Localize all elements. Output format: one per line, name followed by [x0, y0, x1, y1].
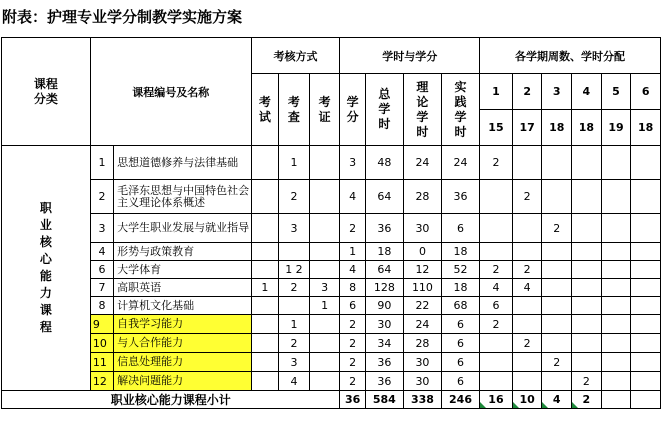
cell-sem5 [601, 146, 631, 180]
header-weeks-3: 18 [542, 110, 572, 146]
cell-sem5 [601, 315, 631, 334]
cell-sem1: 4 [480, 279, 513, 297]
course-number: 6 [90, 261, 113, 279]
cell-credit: 4 [340, 261, 365, 279]
course-number: 7 [90, 279, 113, 297]
cell-exam-kaozheng [309, 146, 340, 180]
cell-sem1 [480, 353, 513, 372]
header-course-name: 课程编号及名称 [90, 38, 251, 146]
cell-sem4: 2 [572, 372, 602, 391]
cell-practice-hours: 18 [441, 279, 479, 297]
cell-sem3: 2 [542, 214, 572, 243]
cell-total-hours: 30 [365, 315, 403, 334]
cell-sem2 [512, 372, 542, 391]
cell-sem4 [572, 214, 602, 243]
cell-exam-kaocha: 4 [279, 372, 310, 391]
cell-sem6 [631, 279, 661, 297]
cell-total-hours: 36 [365, 353, 403, 372]
header-weeks-4: 18 [572, 110, 602, 146]
cell-exam-kaoshi [251, 214, 279, 243]
cell-sem3 [542, 372, 572, 391]
cell-sem6 [631, 146, 661, 180]
cell-exam-kaocha [279, 243, 310, 261]
cell-sem2 [512, 315, 542, 334]
course-number: 10 [90, 334, 113, 353]
subtotal-s3: 4 [542, 391, 572, 409]
cell-theory-hours: 22 [403, 297, 441, 315]
header-semester-1: 1 [480, 74, 513, 110]
cell-exam-kaoshi [251, 297, 279, 315]
cell-practice-hours: 24 [441, 146, 479, 180]
course-name: 思想道德修养与法律基础 [114, 146, 252, 180]
cell-sem5 [601, 214, 631, 243]
course-number: 2 [90, 180, 113, 214]
table-row [2, 180, 661, 214]
cell-sem6 [631, 297, 661, 315]
cell-exam-kaocha: 2 [279, 279, 310, 297]
header-hours-credits: 学时与学分 [340, 38, 480, 74]
cell-exam-kaocha: 3 [279, 214, 310, 243]
course-number: 11 [90, 353, 113, 372]
cell-credit: 1 [340, 243, 365, 261]
cell-sem2: 2 [512, 261, 542, 279]
header-total-hours: 总学时 [365, 74, 403, 146]
cell-sem6 [631, 214, 661, 243]
table-row [2, 146, 661, 180]
cell-exam-kaoshi [251, 243, 279, 261]
cell-sem1 [480, 180, 513, 214]
cell-exam-kaocha: 3 [279, 353, 310, 372]
cell-exam-kaozheng [309, 372, 340, 391]
cell-sem5 [601, 334, 631, 353]
cell-practice-hours: 6 [441, 214, 479, 243]
header-exam-kaozheng: 考证 [309, 74, 340, 146]
cell-sem4 [572, 180, 602, 214]
cell-exam-kaozheng: 3 [309, 279, 340, 297]
cell-sem2: 2 [512, 334, 542, 353]
course-name: 计算机文化基础 [114, 297, 252, 315]
course-name: 形势与政策教育 [114, 243, 252, 261]
cell-sem2 [512, 353, 542, 372]
course-number: 9 [90, 315, 113, 334]
cell-sem6 [631, 353, 661, 372]
cell-credit: 6 [340, 297, 365, 315]
cell-sem6 [631, 334, 661, 353]
cell-exam-kaoshi [251, 315, 279, 334]
cell-sem4 [572, 279, 602, 297]
cell-sem4 [572, 146, 602, 180]
cell-sem5 [601, 261, 631, 279]
cell-exam-kaozheng [309, 261, 340, 279]
cell-total-hours: 64 [365, 261, 403, 279]
cell-exam-kaoshi [251, 353, 279, 372]
cell-theory-hours: 24 [403, 315, 441, 334]
table-row [2, 334, 661, 353]
cell-exam-kaozheng [309, 353, 340, 372]
cell-sem5 [601, 372, 631, 391]
course-number: 4 [90, 243, 113, 261]
cell-total-hours: 128 [365, 279, 403, 297]
header-exam-kaocha: 考查 [279, 74, 310, 146]
cell-sem2 [512, 146, 542, 180]
cell-sem3 [542, 261, 572, 279]
cell-credit: 3 [340, 146, 365, 180]
cell-credit: 2 [340, 334, 365, 353]
cell-exam-kaozheng [309, 180, 340, 214]
cell-total-hours: 18 [365, 243, 403, 261]
header-category: 课程分类 [2, 38, 91, 146]
cell-theory-hours: 30 [403, 372, 441, 391]
cell-sem6 [631, 261, 661, 279]
cell-exam-kaocha: 1 2 [279, 261, 310, 279]
cell-practice-hours: 68 [441, 297, 479, 315]
header-semester-5: 5 [601, 74, 631, 110]
cell-exam-kaoshi [251, 180, 279, 214]
cell-sem4 [572, 297, 602, 315]
cell-total-hours: 48 [365, 146, 403, 180]
subtotal-s4: 2 [572, 391, 602, 409]
cell-exam-kaozheng: 1 [309, 297, 340, 315]
cell-practice-hours: 6 [441, 353, 479, 372]
cell-exam-kaocha: 1 [279, 315, 310, 334]
cell-credit: 4 [340, 180, 365, 214]
plan-table [1, 37, 661, 409]
cell-sem6 [631, 315, 661, 334]
cell-sem4 [572, 353, 602, 372]
header-exam-kaoshi: 考试 [251, 74, 279, 146]
cell-exam-kaozheng [309, 315, 340, 334]
header-weeks-1: 15 [480, 110, 513, 146]
cell-sem2 [512, 297, 542, 315]
course-number: 3 [90, 214, 113, 243]
subtotal-s2: 10 [512, 391, 542, 409]
course-name: 毛泽东思想与中国特色社会主义理论体系概述 [114, 180, 252, 214]
header-semester: 各学期周数、学时分配 [480, 38, 661, 74]
cell-credit: 2 [340, 315, 365, 334]
cell-credit: 2 [340, 214, 365, 243]
header-credit: 学分 [340, 74, 365, 146]
cell-sem6 [631, 243, 661, 261]
subtotal-total: 584 [365, 391, 403, 409]
cell-exam-kaoshi [251, 146, 279, 180]
cell-exam-kaocha [279, 297, 310, 315]
cell-sem5 [601, 353, 631, 372]
cell-sem1: 2 [480, 261, 513, 279]
cell-theory-hours: 110 [403, 279, 441, 297]
header-practice-hours: 实践学时 [441, 74, 479, 146]
subtotal-label: 职业核心能力课程小计 [2, 391, 340, 409]
subtotal-s1: 16 [480, 391, 513, 409]
cell-theory-hours: 12 [403, 261, 441, 279]
cell-total-hours: 64 [365, 180, 403, 214]
cell-theory-hours: 30 [403, 353, 441, 372]
course-name: 解决问题能力 [114, 372, 252, 391]
cell-practice-hours: 36 [441, 180, 479, 214]
cell-credit: 2 [340, 372, 365, 391]
cell-exam-kaozheng [309, 334, 340, 353]
subtotal-theory: 338 [403, 391, 441, 409]
subtotal-credit: 36 [340, 391, 365, 409]
header-weeks-2: 17 [512, 110, 542, 146]
cell-sem1: 6 [480, 297, 513, 315]
page-title: 附表：护理专业学分制教学实施方案 [2, 8, 243, 26]
cell-sem1: 2 [480, 146, 513, 180]
cell-exam-kaoshi: 1 [251, 279, 279, 297]
cell-sem1 [480, 214, 513, 243]
table-row [2, 353, 661, 372]
header-semester-4: 4 [572, 74, 602, 110]
cell-sem1 [480, 243, 513, 261]
cell-sem3 [542, 334, 572, 353]
header-exam-method: 考核方式 [251, 38, 340, 74]
header-theory-hours: 理论学时 [403, 74, 441, 146]
table-row [2, 297, 661, 315]
table-row [2, 243, 661, 261]
cell-exam-kaoshi [251, 334, 279, 353]
course-name: 高职英语 [114, 279, 252, 297]
cell-practice-hours: 18 [441, 243, 479, 261]
cell-sem4 [572, 315, 602, 334]
cell-sem2: 4 [512, 279, 542, 297]
table-row [2, 214, 661, 243]
course-name: 大学体育 [114, 261, 252, 279]
cell-sem5 [601, 243, 631, 261]
cell-sem4 [572, 243, 602, 261]
cell-sem2 [512, 214, 542, 243]
cell-practice-hours: 6 [441, 372, 479, 391]
header-semester-2: 2 [512, 74, 542, 110]
cell-credit: 2 [340, 353, 365, 372]
header-semester-3: 3 [542, 74, 572, 110]
cell-sem4 [572, 261, 602, 279]
table-row [2, 261, 661, 279]
course-number: 8 [90, 297, 113, 315]
subtotal-practice: 246 [441, 391, 479, 409]
cell-sem5 [601, 180, 631, 214]
cell-sem4 [572, 334, 602, 353]
header-weeks-6: 18 [631, 110, 661, 146]
course-number: 12 [90, 372, 113, 391]
cell-exam-kaocha: 2 [279, 180, 310, 214]
cell-sem1: 2 [480, 315, 513, 334]
cell-sem6 [631, 180, 661, 214]
cell-practice-hours: 6 [441, 334, 479, 353]
header-weeks-5: 19 [601, 110, 631, 146]
course-number: 1 [90, 146, 113, 180]
course-name: 自我学习能力 [114, 315, 252, 334]
cell-theory-hours: 28 [403, 334, 441, 353]
cell-total-hours: 36 [365, 214, 403, 243]
cell-sem1 [480, 372, 513, 391]
cell-credit: 8 [340, 279, 365, 297]
cell-sem3 [542, 180, 572, 214]
cell-sem3 [542, 315, 572, 334]
cell-sem2 [512, 243, 542, 261]
cell-total-hours: 36 [365, 372, 403, 391]
table-row [2, 279, 661, 297]
cell-sem3 [542, 146, 572, 180]
subtotal-s6 [631, 391, 661, 409]
cell-theory-hours: 0 [403, 243, 441, 261]
cell-exam-kaocha: 1 [279, 146, 310, 180]
cell-practice-hours: 52 [441, 261, 479, 279]
cell-sem3 [542, 279, 572, 297]
cell-total-hours: 34 [365, 334, 403, 353]
cell-total-hours: 90 [365, 297, 403, 315]
course-name: 信息处理能力 [114, 353, 252, 372]
cell-practice-hours: 6 [441, 315, 479, 334]
category-cell: 职业核心能力课程 [2, 146, 91, 391]
cell-theory-hours: 24 [403, 146, 441, 180]
table-row [2, 372, 661, 391]
course-name: 大学生职业发展与就业指导 [114, 214, 252, 243]
table-row [2, 315, 661, 334]
cell-sem5 [601, 279, 631, 297]
cell-theory-hours: 30 [403, 214, 441, 243]
cell-exam-kaozheng [309, 243, 340, 261]
cell-exam-kaocha: 2 [279, 334, 310, 353]
cell-theory-hours: 28 [403, 180, 441, 214]
cell-sem2: 2 [512, 180, 542, 214]
cell-sem3: 2 [542, 353, 572, 372]
course-name: 与人合作能力 [114, 334, 252, 353]
cell-exam-kaoshi [251, 261, 279, 279]
cell-sem3 [542, 297, 572, 315]
cell-exam-kaoshi [251, 372, 279, 391]
cell-sem6 [631, 372, 661, 391]
cell-exam-kaozheng [309, 214, 340, 243]
header-semester-6: 6 [631, 74, 661, 110]
cell-sem1 [480, 334, 513, 353]
cell-sem3 [542, 243, 572, 261]
subtotal-s5 [601, 391, 631, 409]
cell-sem5 [601, 297, 631, 315]
